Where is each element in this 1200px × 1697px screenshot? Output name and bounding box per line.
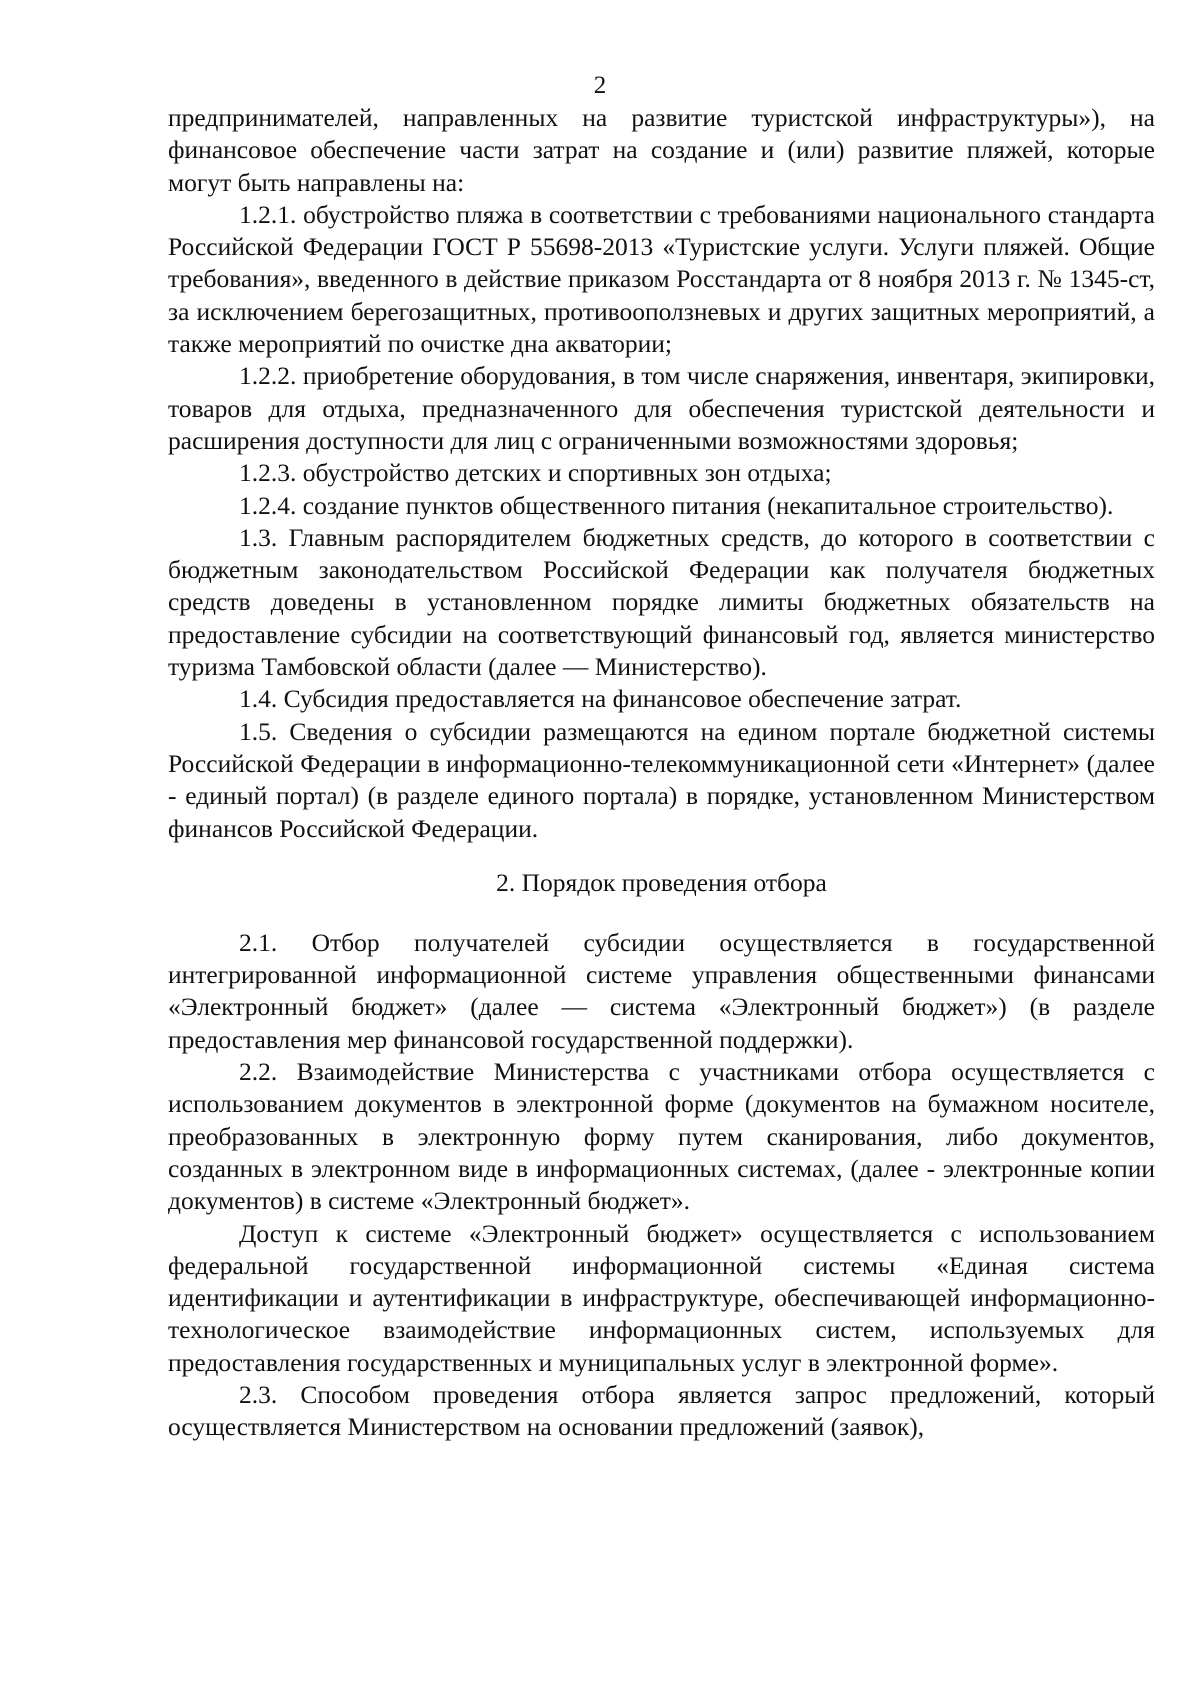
paragraph-2-3: 2.3. Способом проведения отбора является запрос предложений, который осуществляется Министерством на основании предложений (заявок), <box>168 1379 1155 1442</box>
paragraph-2-1: 2.1. Отбор получателей субсидии осуществляется в государственной интегрированной информационной системе управления общественными финансами «Электронный бюджет» (далее — система «Электронный бюджет») (в разделе предоставления мер финансовой государственной поддержки). <box>168 927 1155 1054</box>
paragraph-1-5: 1.5. Сведения о субсидии размещаются на едином портале бюджетной системы Российской Федерации в информационно-телекоммуникационной сети «Интернет» (далее - единый портал) (в разделе единого портала) в порядке, установленном Министерством финансов Российской Федерации. <box>168 716 1155 843</box>
paragraph-1-2-3: 1.2.3. обустройство детских и спортивных зон отдыха; <box>239 458 832 488</box>
section-heading: 2. Порядок проведения отбора <box>496 867 827 897</box>
paragraph-1-2-1: 1.2.1. обустройство пляжа в соответствии с требованиями национального стандарта Российской Федерации ГОСТ Р 55698-2013 «Туристские услуги. Услуги пляжей. Общие требования», введенного в действие приказом Росстандарта от 8 ноября 2013 г. № 1345-ст, за исключением берегозащитных, противооползневых и других защитных мероприятий, а также мероприятий по очистке дна акватории; <box>168 199 1155 359</box>
page-number: 2 <box>593 72 607 99</box>
document-body <box>168 102 1155 1444</box>
paragraph-2-2: 2.2. Взаимодействие Министерства с участниками отбора осуществляется с использованием документов в электронной форме (документов на бумажном носителе, преобразованных в электронную форму путем сканирования, либо документов, созданных в электронном виде в информационных системах, (далее - электронные копии документов) в системе «Электронный бюджет». <box>168 1057 1155 1216</box>
paragraph-1-2-4: 1.2.4. создание пунктов общественного питания (некапитальное строительство). <box>239 490 1114 520</box>
paragraph-continuation: предпринимателей, направленных на развитие туристской инфраструктуры»), на финансовое обеспечение части затрат на создание и (или) развитие пляжей, которые могут быть направлены на: <box>168 103 1155 197</box>
paragraph-1-4: 1.4. Субсидия предоставляется на финансовое обеспечение затрат. <box>239 684 962 714</box>
paragraph-1-2-2: 1.2.2. приобретение оборудования, в том числе снаряжения, инвентаря, экипировки, товаров для отдыха, предназначенного для обеспечения туристской деятельности и расширения доступности для лиц с ограниченными возможностями здоровья; <box>168 361 1155 455</box>
paragraph-1-3: 1.3. Главным распорядителем бюджетных средств, до которого в соответствии с бюджетным законодательством Российской Федерации как получателя бюджетных средств доведены в установленном порядке лимиты бюджетных обязательств на предоставление субсидии на соответствующий финансовый год, является министерство туризма Тамбовской области (далее — Министерство). <box>168 522 1155 682</box>
paragraph-access: Доступ к системе «Электронный бюджет» осуществляется с использованием федеральной государственной информационной системы «Единая система идентификации и аутентификации в инфраструктуре, обеспечивающей информационно-технологическое взаимодействие информационных систем, используемых для предоставления государственных и муниципальных услуг в электронной форме». <box>168 1218 1155 1377</box>
